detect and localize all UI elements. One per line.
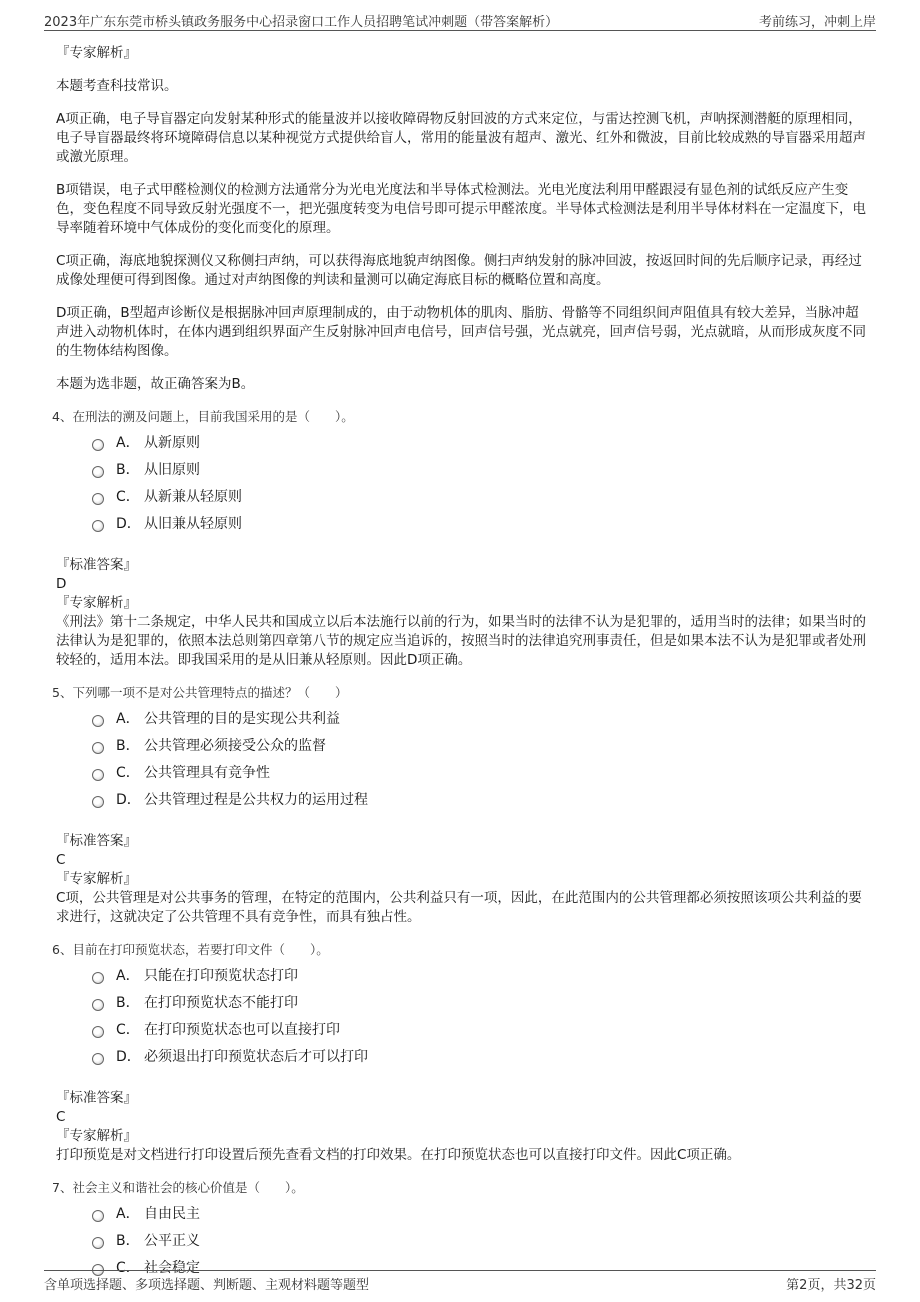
option-c[interactable]: C． 从新兼从轻原则: [92, 484, 871, 511]
question-5: [52, 684, 871, 927]
explanation-intro: 本题考查科技常识。: [56, 78, 178, 94]
option-list: [92, 706, 871, 814]
radio-icon[interactable]: [92, 999, 104, 1011]
radio-icon[interactable]: [92, 466, 104, 478]
radio-icon[interactable]: [92, 1053, 104, 1065]
page-footer: [44, 1270, 876, 1295]
explanation-text: 《刑法》第十二条规定，中华人民共和国成立以后本法施行以前的行为，如果当时的法律不认为是犯罪的，适用当时的法律；如果当时的法律认为是犯罪的，依照本法总则第四章第八节的规定应当追诉的，按照当时的法律追究刑事责任，但是如果本法不认为是犯罪或者处刑较轻的，适用本法。即我国采用的是从旧兼从轻原则。因此D项正确。: [56, 614, 866, 668]
question-7: [52, 1179, 871, 1282]
option-list: [92, 963, 871, 1071]
radio-icon[interactable]: [92, 796, 104, 808]
page-content: [52, 44, 871, 1296]
radio-icon[interactable]: [92, 769, 104, 781]
question-types-note: 含单项选择题、多项选择题、判断题、主观材料题等题型: [44, 1278, 370, 1293]
radio-icon[interactable]: [92, 1237, 104, 1249]
option-b[interactable]: B． 公共管理必须接受公众的监督: [92, 733, 871, 760]
option-a[interactable]: A． 公共管理的目的是实现公共利益: [92, 706, 871, 733]
answer-value: D: [56, 576, 67, 592]
radio-icon[interactable]: [92, 972, 104, 984]
option-a[interactable]: A． 从新原则: [92, 430, 871, 457]
radio-icon[interactable]: [92, 439, 104, 451]
q3-explanation: [56, 44, 871, 394]
answer-label: 『标准答案』: [56, 833, 137, 849]
question-stem: 5、下列哪一项不是对公共管理特点的描述？（ ）: [52, 685, 348, 700]
option-a[interactable]: A． 只能在打印预览状态打印: [92, 963, 871, 990]
radio-icon[interactable]: [92, 493, 104, 505]
explanation-label: 『专家解析』: [56, 1128, 137, 1144]
question-stem: 4、在刑法的溯及问题上，目前我国采用的是（ ）。: [52, 409, 354, 424]
radio-icon[interactable]: [92, 715, 104, 727]
option-a[interactable]: A． 自由民主: [92, 1201, 871, 1228]
answer-label: 『标准答案』: [56, 557, 137, 573]
option-c[interactable]: C． 社会稳定: [92, 1255, 871, 1282]
explanation-label: 『专家解析』: [56, 45, 137, 61]
question-stem: 7、社会主义和谐社会的核心价值是（ ）。: [52, 1180, 304, 1195]
answer-label: 『标准答案』: [56, 1090, 137, 1106]
explanation-d: D项正确，B型超声诊断仪是根据脉冲回声原理制成的，由于动物机体的肌肉、脂肪、骨骼等不同组织间声阻值具有较大差异，当脉冲超声进入动物机体时，在体内遇到组织界面产生反射脉冲回声电信号，回声信号强，光点就亮，回声信号弱，光点就暗，从而形成灰度不同的生物体结构图像。: [56, 305, 866, 359]
radio-icon[interactable]: [92, 1210, 104, 1222]
explanation-text: C项，公共管理是对公共事务的管理，在特定的范围内，公共利益只有一项，因此，在此范围内的公共管理都必须按照该项公共利益的要求进行，这就决定了公共管理不具有竞争性，而具有独占性。: [56, 890, 862, 925]
header-slogan: 考前练习，冲刺上岸: [758, 15, 876, 30]
radio-icon[interactable]: [92, 742, 104, 754]
explanation-text: 打印预览是对文档进行打印设置后预先查看文档的打印效果。在打印预览状态也可以直接打印文件。因此C项正确。: [56, 1147, 741, 1163]
explanation-a: A项正确，电子导盲器定向发射某种形式的能量波并以接收障碍物反射回波的方式来定位，与雷达控测飞机，声呐探测潜艇的原理相同，电子导盲器最终将环境障碍信息以某种视觉方式提供给盲人，常用的能量波有超声、激光、红外和微波，目前比较成熟的导盲器采用超声或激光原理。: [56, 111, 866, 165]
option-d[interactable]: D． 从旧兼从轻原则: [92, 511, 871, 538]
option-c[interactable]: C． 在打印预览状态也可以直接打印: [92, 1017, 871, 1044]
question-4: [52, 408, 871, 670]
explanation-c: C项正确，海底地貌探测仪又称侧扫声纳，可以获得海底地貌声纳图像。侧扫声纳发射的脉冲回波，按返回时间的先后顺序记录，再经过成像处理便可得到图像。通过对声纳图像的判读和量测可以确定海底目标的概略位置和高度。: [56, 253, 862, 288]
radio-icon[interactable]: [92, 1026, 104, 1038]
page-number: 第2页，共32页: [786, 1278, 876, 1293]
question-6: [52, 941, 871, 1165]
option-b[interactable]: B． 从旧原则: [92, 457, 871, 484]
page-header: [44, 8, 876, 31]
radio-icon[interactable]: [92, 520, 104, 532]
explanation-label: 『专家解析』: [56, 595, 137, 611]
explanation-conclusion: 本题为选非题，故正确答案为B。: [56, 376, 255, 392]
answer-value: C: [56, 1109, 66, 1125]
option-b[interactable]: B． 公平正义: [92, 1228, 871, 1255]
document-title: 2023年广东东莞市桥头镇政务服务中心招录窗口工作人员招聘笔试冲刺题（带答案解析）: [44, 15, 559, 30]
option-d[interactable]: D． 公共管理过程是公共权力的运用过程: [92, 787, 871, 814]
option-list: [92, 430, 871, 538]
option-b[interactable]: B． 在打印预览状态不能打印: [92, 990, 871, 1017]
answer-value: C: [56, 852, 66, 868]
option-d[interactable]: D． 必须退出打印预览状态后才可以打印: [92, 1044, 871, 1071]
explanation-label: 『专家解析』: [56, 871, 137, 887]
explanation-b: B项错误，电子式甲醛检测仪的检测方法通常分为光电光度法和半导体式检测法。光电光度法利用甲醛跟浸有显色剂的试纸反应产生变色，变色程度不同导致反射光强度不一，把光强度转变为电信号即可提示甲醛浓度。半导体式检测法是利用半导体材料在一定温度下，电导率随着环境中气体成份的变化而变化的原理。: [56, 182, 866, 236]
option-c[interactable]: C． 公共管理具有竞争性: [92, 760, 871, 787]
question-stem: 6、目前在打印预览状态，若要打印文件（ ）。: [52, 942, 329, 957]
